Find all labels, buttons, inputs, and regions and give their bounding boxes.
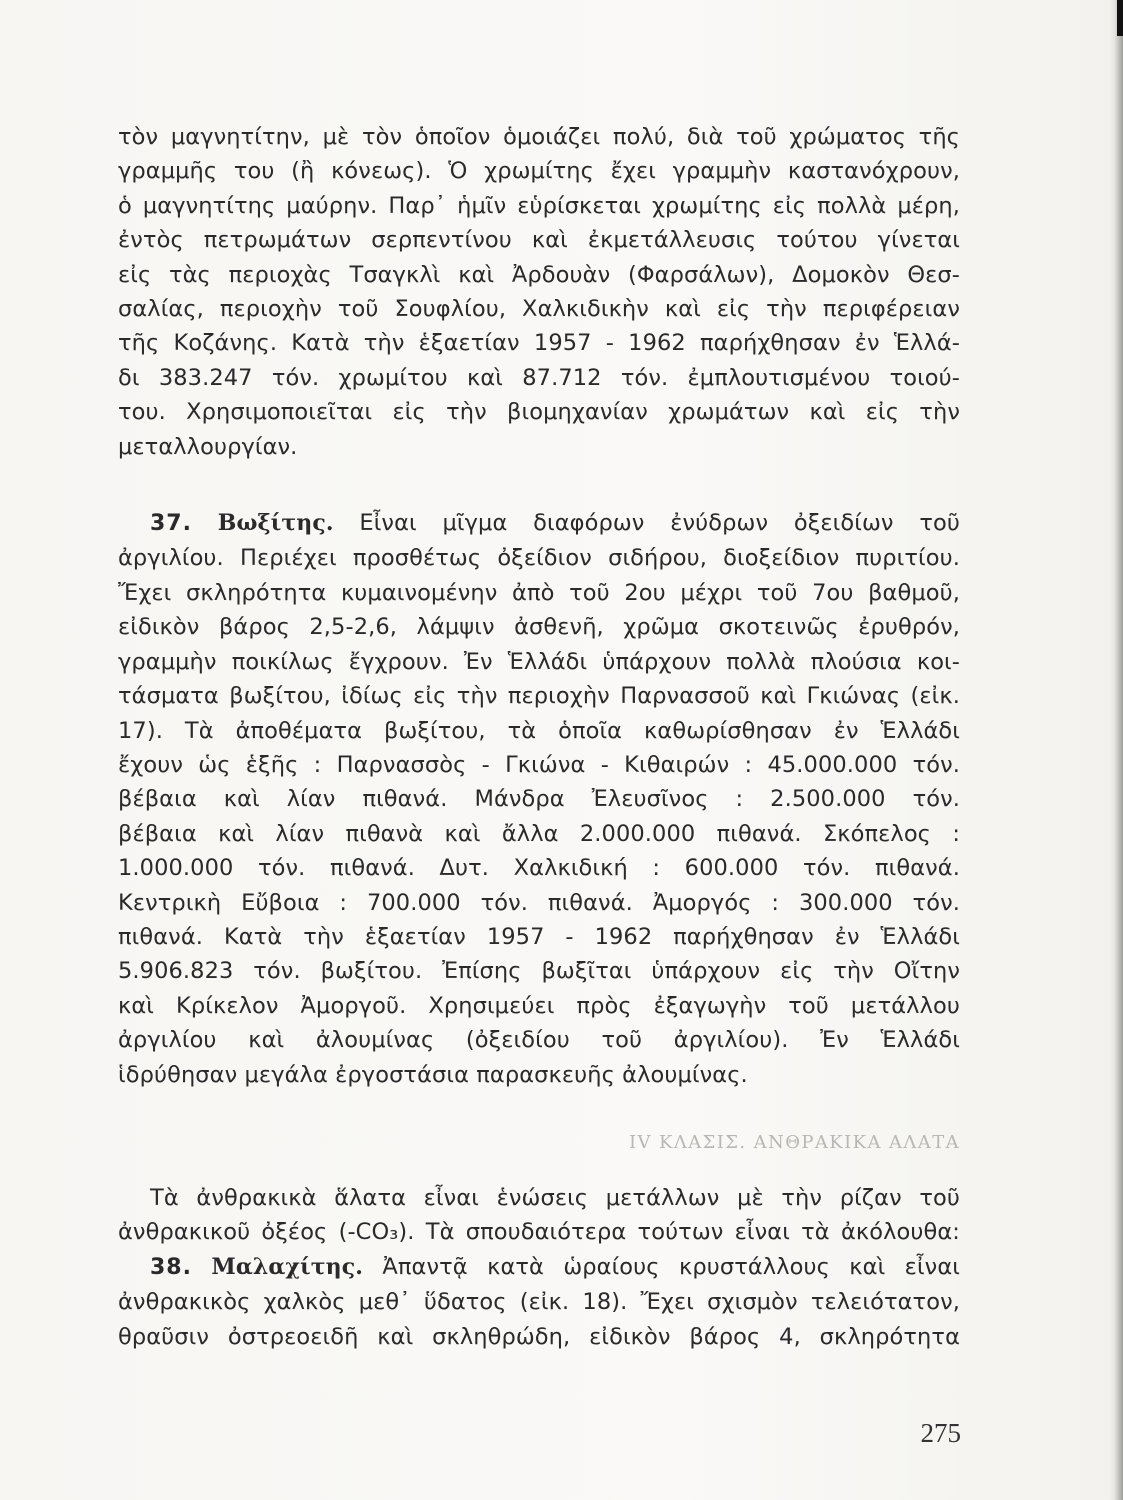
text-column	[118, 120, 960, 1354]
entry-text: Εἶναι μῖγμα διαφόρων ἐνύδρων ὀξειδίων τοῦ	[359, 510, 960, 537]
entry-term: Μαλαχίτης.	[211, 1253, 363, 1280]
text-line: σαλίας, περιοχὴν τοῦ Σουφλίου, Χαλκιδικὴν καὶ εἰς τὴν περιφέρειαν	[118, 296, 960, 323]
entry-37-bauxite	[118, 506, 960, 1092]
text-line: 1.000.000 τόν. πιθανά. Δυτ. Χαλκιδική : 600.000 τόν. πιθανά.	[118, 855, 960, 882]
section-heading: IV ΚΛΑΣΙΣ. ΑΝΘΡΑΚΙΚΑ ΑΛΑΤΑ	[628, 1131, 960, 1153]
text-line: δι 383.247 τόν. χρωμίτου καὶ 87.712 τόν. ἐμπλουτισμένου τοιού-	[118, 364, 960, 391]
text-line: ὁ μαγνητίτης μαύρην. Παρ᾽ ἡμῖν εὑρίσκεται χρωμίτης εἰς πολλὰ μέρη,	[118, 192, 960, 219]
text-line: τὸν μαγνητίτην, μὲ τὸν ὁποῖον ὁμοιάζει πολύ, διὰ τοῦ χρώματος τῆς	[118, 124, 960, 150]
paragraph-chromite-continuation	[118, 120, 960, 464]
section-intro	[118, 1181, 960, 1250]
text-line: του. Χρησιμοποιεῖται εἰς τὴν βιομηχανίαν χρωμάτων καὶ εἰς τὴν	[118, 399, 960, 426]
text-line: πιθανά. Κατὰ τὴν ἑξαετίαν 1957 - 1962 παρήχθησαν ἐν Ἑλλάδι	[118, 923, 960, 950]
text-line: μεταλλουργίαν.	[118, 433, 298, 460]
entry-first-line	[118, 1250, 960, 1285]
text-line: 17). Τὰ ἀποθέματα βωξίτου, τὰ ὁποῖα καθωρίσθησαν ἐν Ἑλλάδι	[118, 717, 960, 744]
entry-number: 38.	[150, 1254, 192, 1280]
text-line: ἀνθρακικὸς χαλκὸς μεθ᾽ ὕδατος (εἰκ. 18). Ἔχει σχισμὸν τελειότατον,	[118, 1289, 960, 1316]
entry-number: 37.	[150, 511, 192, 537]
scan-edge-mark	[1117, 0, 1123, 36]
paragraph-gap	[118, 464, 960, 506]
text-line: Τὰ ἀνθρακικὰ ἅλατα εἶναι ἑνώσεις μετάλλων μὲ τὴν ρίζαν τοῦ	[150, 1184, 960, 1211]
text-line: θραῦσιν ὀστρεοειδῆ καὶ σκληθρώδη, εἰδικὸν βάρος 4, σκληρότητα	[118, 1323, 960, 1350]
text-line: γραμμὴν ποικίλως ἔγχρουν. Ἐν Ἑλλάδι ὑπάρχουν πολλὰ πλούσια κοι-	[118, 648, 960, 675]
text-line: Κεντρικὴ Εὔβοια : 700.000 τόν. πιθανά. Ἀμοργός : 300.000 τόν.	[118, 889, 960, 916]
text-line: καὶ Κρίκελον Ἀμοργοῦ. Χρησιμεύει πρὸς ἐξαγωγὴν τοῦ μετάλλου	[118, 992, 960, 1019]
text-line: βέβαια καὶ λίαν πιθανὰ καὶ ἄλλα 2.000.000 πιθανά. Σκόπελος :	[118, 820, 960, 847]
text-line: τάσματα βωξίτου, ἰδίως εἰς τὴν περιοχὴν Παρνασσοῦ καὶ Γκιώνας (εἰκ.	[118, 683, 960, 710]
page-number: 275	[920, 1418, 961, 1448]
text-line: Ἔχει σκληρότητα κυμαινομένην ἀπὸ τοῦ 2ου μέχρι τοῦ 7ου βαθμοῦ,	[118, 579, 960, 606]
section-gap	[118, 1092, 960, 1126]
text-line: ἀνθρακικοῦ ὀξέος (-CO₃). Τὰ σπουδαιότερα τούτων εἶναι τὰ ἀκόλουθα:	[118, 1219, 960, 1246]
text-line: ἱδρύθησαν μεγάλα ἐργοστάσια παρασκευῆς ἀλουμίνας.	[118, 1061, 748, 1088]
page-edge-shadow	[1109, 0, 1123, 1500]
section-gap	[118, 1160, 960, 1181]
entry-38-malachite	[118, 1250, 960, 1354]
text-line: βέβαια καὶ λίαν πιθανά. Μάνδρα Ἐλευσῖνος : 2.500.000 τόν.	[118, 786, 960, 813]
entry-first-line	[118, 506, 960, 541]
text-line: ἀργιλίου. Περιέχει προσθέτως ὀξείδιον σιδήρου, διοξείδιον πυριτίου.	[118, 545, 960, 572]
text-line: γραμμῆς του (ἢ κόνεως). Ὁ χρωμίτης ἔχει γραμμὴν καστανόχρουν,	[118, 158, 960, 185]
text-line: τῆς Κοζάνης. Κατὰ τὴν ἑξαετίαν 1957 - 1962 παρήχθησαν ἐν Ἑλλά-	[118, 330, 960, 357]
text-line: εἰς τὰς περιοχὰς Τσαγκλὶ καὶ Ἀρδουὰν (Φαρσάλων), Δομοκὸν Θεσ-	[118, 261, 960, 288]
text-line: εἰδικὸν βάρος 2,5-2,6, λάμψιν ἀσθενῆ, χρῶμα σκοτεινῶς ἐρυθρόν,	[118, 614, 960, 641]
text-line: ἐντὸς πετρωμάτων σερπεντίνου καὶ ἐκμετάλλευσις τούτου γίνεται	[118, 227, 960, 254]
text-line: ἔχουν ὡς ἑξῆς : Παρνασσὸς - Γκιώνα - Κιθαιρών : 45.000.000 τόν.	[118, 751, 960, 778]
entry-text: Ἀπαντᾷ κατὰ ὡραίους κρυστάλλους καὶ εἶναι	[382, 1253, 960, 1280]
text-line: ἀργιλίου καὶ ἀλουμίνας (ὀξειδίου τοῦ ἀργιλίου). Ἐν Ἑλλάδι	[118, 1027, 960, 1054]
entry-term: Βωξίτης.	[217, 510, 334, 537]
text-line: 5.906.823 τόν. βωξίτου. Ἐπίσης βωξῖται ὑπάρχουν εἰς τὴν Οἴτην	[118, 958, 960, 985]
